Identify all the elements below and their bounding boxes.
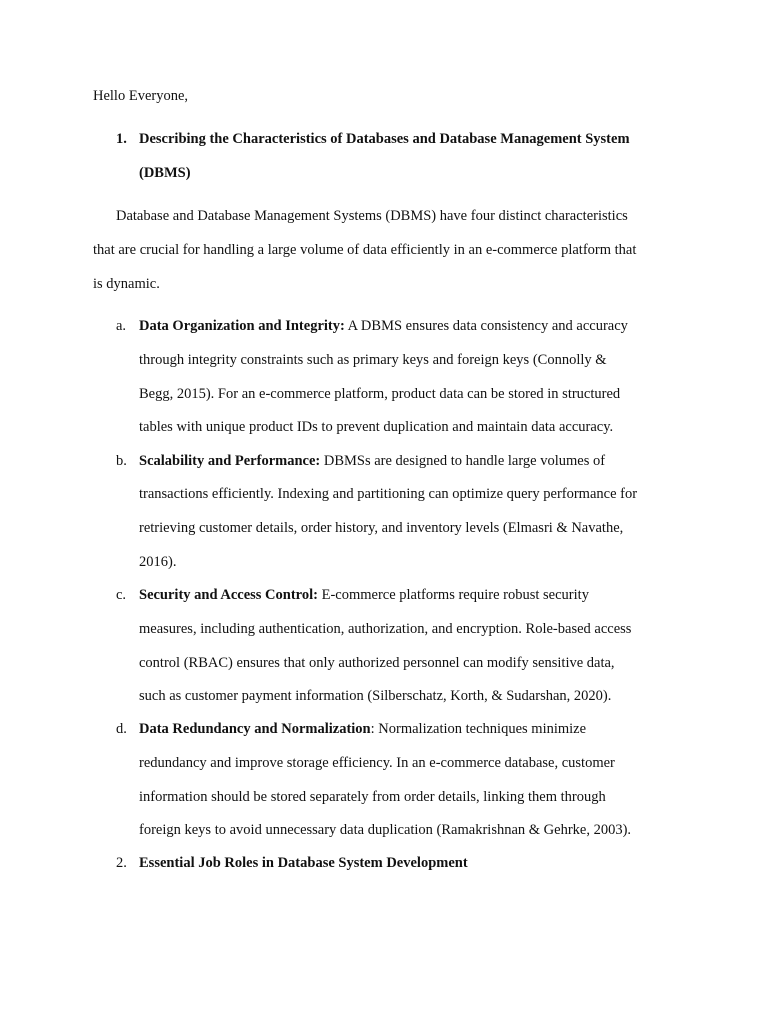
intro-line-2: that are crucial for handling a large volume of data efficiently in an e-commerce platform that [93, 242, 637, 258]
item-d-term: Data Redundancy and Normalization [139, 721, 371, 737]
item-a-line-4: tables with unique product IDs to prevent duplication and maintain data accuracy. [139, 419, 614, 435]
item-d-line-3: information should be stored separately from order details, linking them through [139, 789, 606, 805]
item-b-marker: b. [116, 453, 127, 469]
item-c-line-2: measures, including authentication, authorization, and encryption. Role-based access [139, 621, 632, 637]
section-1-title-line-1: Describing the Characteristics of Databases and Database Management System [139, 131, 630, 147]
item-a-term: Data Organization and Integrity: [139, 318, 345, 334]
intro-line-1: Database and Database Management Systems (DBMS) have four distinct characteristics [116, 208, 628, 224]
item-a-line-3: Begg, 2015). For an e-commerce platform, product data can be stored in structured [139, 386, 621, 402]
item-b-text-1: DBMSs are designed to handle large volumes of [320, 453, 606, 469]
greeting: Hello Everyone, [93, 88, 189, 104]
item-c-line-3: control (RBAC) ensures that only authorized personnel can modify sensitive data, [139, 655, 615, 671]
section-1-number: 1. [116, 131, 127, 147]
item-c-marker: c. [116, 587, 127, 603]
item-b-line-3: retrieving customer details, order history, and inventory levels (Elmasri & Navathe, [139, 520, 624, 536]
item-d-text-1: : Normalization techniques minimize [370, 721, 587, 737]
item-b-term: Scalability and Performance: [139, 453, 321, 469]
intro-line-3: is dynamic. [93, 276, 160, 292]
item-a-line-2: through integrity constraints such as primary keys and foreign keys (Connolly & [139, 352, 607, 368]
section-2-title: Essential Job Roles in Database System Development [139, 855, 468, 871]
item-d-marker: d. [116, 721, 127, 737]
item-c-term: Security and Access Control: [139, 587, 318, 603]
item-b-line-4: 2016). [139, 554, 177, 570]
item-a-text-1: A DBMS ensures data consistency and accuracy [344, 318, 628, 334]
item-a-line-1 [139, 316, 628, 336]
section-2-number: 2. [116, 855, 127, 871]
item-d-line-2: redundancy and improve storage efficiency. In an e-commerce database, customer [139, 755, 615, 771]
item-b-line-1 [139, 451, 605, 471]
item-d-line-4: foreign keys to avoid unnecessary data duplication (Ramakrishnan & Gehrke, 2003). [139, 822, 632, 838]
section-1-title-line-2: (DBMS) [139, 165, 191, 181]
item-d-line-1 [139, 719, 586, 739]
item-a-marker: a. [116, 318, 127, 334]
item-c-line-4: such as customer payment information (Silberschatz, Korth, & Sudarshan, 2020). [139, 688, 612, 704]
item-c-text-1: E-commerce platforms require robust security [317, 587, 589, 603]
item-c-line-1 [139, 585, 589, 605]
item-b-line-2: transactions efficiently. Indexing and partitioning can optimize query performance for [139, 486, 638, 502]
